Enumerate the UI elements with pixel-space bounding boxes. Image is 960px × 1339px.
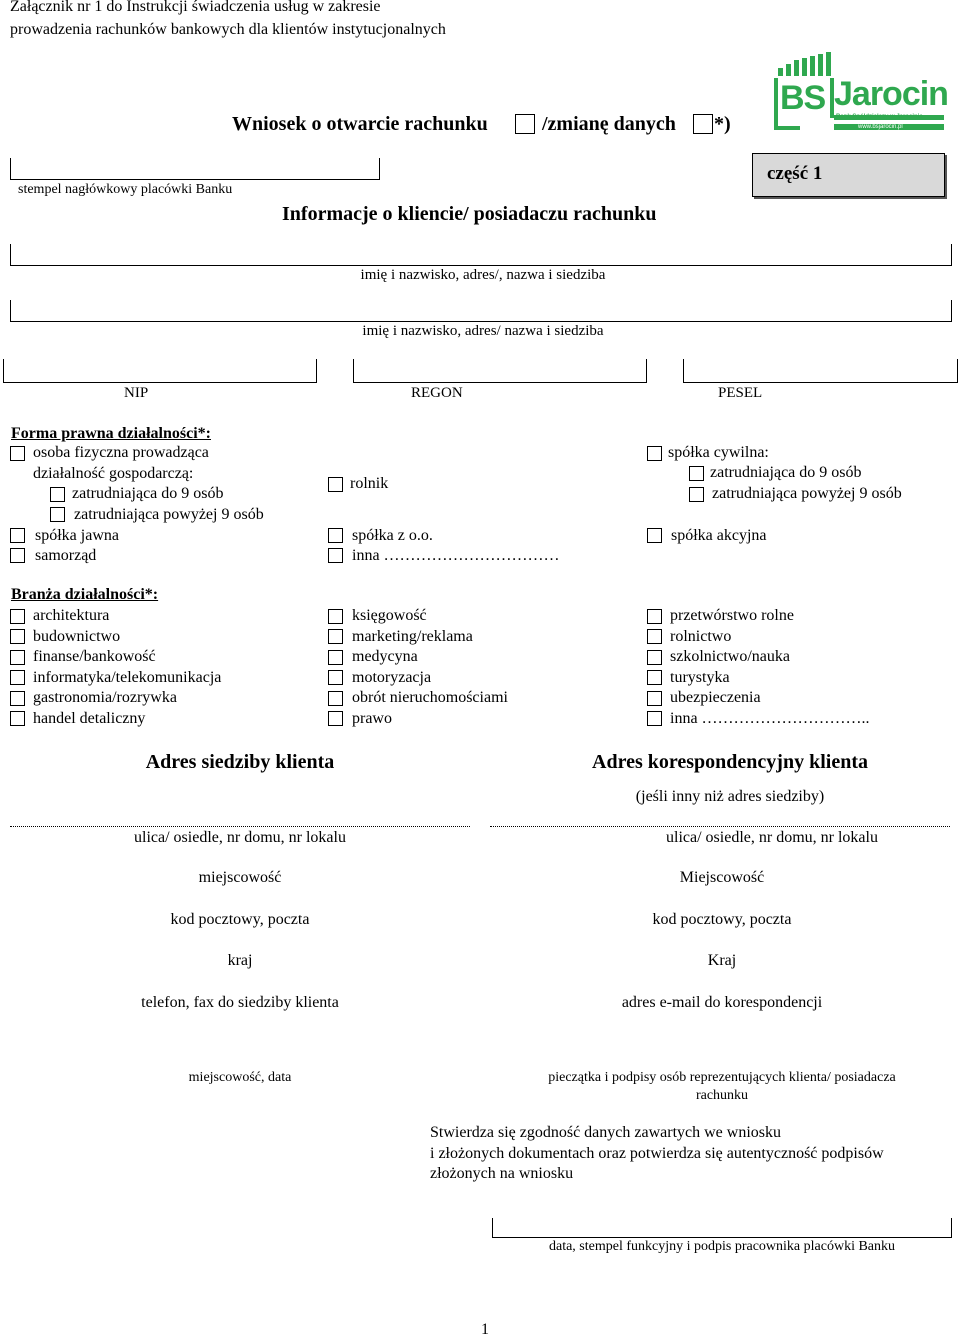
samorzad-label: samorząd	[35, 547, 97, 564]
branza-checkbox[interactable]	[10, 650, 25, 665]
zoo-checkbox[interactable]	[328, 528, 343, 543]
employee-signature-label: data, stempel funkcyjny i podpis pracownika placówki Banku	[548, 1239, 896, 1254]
forma-inna-label: inna ……………………………	[352, 547, 560, 564]
branza-item: motoryzacja	[352, 669, 432, 686]
left-address-title: Adres siedziby klienta	[145, 751, 335, 773]
confirm-line-2: i złożonych dokumentach oraz potwierdza się autentyczność podpisów	[430, 1145, 884, 1162]
branza-item: prawo	[352, 710, 392, 727]
branza-checkbox[interactable]	[10, 609, 25, 624]
right-postal-label: kod pocztowy, poczta	[652, 911, 792, 928]
rolnik-checkbox[interactable]	[328, 477, 343, 492]
samorzad-checkbox[interactable]	[10, 548, 25, 563]
branza-item: marketing/reklama	[352, 628, 473, 645]
branza-checkbox[interactable]	[647, 711, 662, 726]
left-postal-label: kod pocztowy, poczta	[170, 911, 310, 928]
client-signature-label-1: pieczątka i podpisy osób reprezentujących klienta/ posiadacza	[548, 1070, 896, 1085]
right-email-label: adres e-mail do korespondencji	[621, 994, 823, 1011]
osoba-label-2: działalność gospodarczą:	[33, 465, 194, 482]
left-country-label: kraj	[227, 952, 253, 969]
branza-checkbox[interactable]	[328, 691, 343, 706]
right-city-label: Miejscowość	[679, 869, 765, 886]
client-field-2[interactable]	[10, 300, 952, 322]
cywilna-z9-checkbox[interactable]	[689, 466, 704, 481]
part-box	[752, 153, 945, 197]
cywilna-p9-checkbox[interactable]	[689, 487, 704, 502]
branza-item: architektura	[33, 607, 110, 624]
branza-checkbox[interactable]	[647, 691, 662, 706]
right-country-label: Kraj	[707, 952, 737, 969]
right-address-subtitle: (jeśli inny niż adres siedziby)	[635, 788, 825, 805]
branza-item: inna …………………………..	[670, 710, 870, 727]
client-field-1[interactable]	[10, 244, 952, 266]
client-field-2-label: imię i nazwisko, adres/ nazwa i siedziba	[362, 323, 604, 339]
form-title-open: Wniosek o otwarcie rachunku	[232, 113, 488, 135]
branza-checkbox[interactable]	[328, 650, 343, 665]
logo-sub: Bank Spółdzielczy w Jarocinie	[836, 114, 923, 120]
left-city-label: miejscowość	[198, 869, 282, 886]
branza-item: rolnictwo	[670, 628, 732, 645]
zoo-label: spółka z o.o.	[352, 527, 433, 544]
branza-checkbox[interactable]	[328, 629, 343, 644]
cywilna-label: spółka cywilna:	[668, 444, 769, 461]
right-address-title: Adres korespondencyjny klienta	[592, 751, 868, 773]
branza-item: obrót nieruchomościami	[352, 689, 508, 706]
branza-item: handel detaliczny	[33, 710, 146, 727]
cywilna-p9-label: zatrudniająca powyżej 9 osób	[712, 485, 902, 502]
forma-title: Forma prawna działalności*:	[11, 425, 211, 442]
form-title-footnote: *)	[714, 113, 731, 135]
header-line-1: Załącznik nr 1 do Instrukcji świadczenia usług w zakresie	[10, 0, 381, 15]
logo-bs: BS	[780, 79, 826, 117]
osoba-p9-label: zatrudniająca powyżej 9 osób	[74, 506, 264, 523]
branza-item: ubezpieczenia	[670, 689, 761, 706]
osoba-p9-checkbox[interactable]	[50, 507, 65, 522]
cywilna-z9-label: zatrudniająca do 9 osób	[710, 464, 862, 481]
left-street-label: ulica/ osiedle, nr domu, nr lokalu	[134, 829, 346, 846]
page-number: 1	[481, 1321, 489, 1338]
employee-signature-field[interactable]	[492, 1218, 952, 1238]
right-street-label: ulica/ osiedle, nr domu, nr lokalu	[666, 829, 878, 846]
bank-logo	[768, 52, 948, 136]
confirm-line-1: Stwierdza się zgodność danych zawartych we wniosku	[430, 1124, 781, 1141]
branza-item: finanse/bankowość	[33, 648, 156, 665]
osoba-checkbox[interactable]	[10, 446, 25, 461]
branza-checkbox[interactable]	[10, 691, 25, 706]
client-field-1-label: imię i nazwisko, adres/, nazwa i siedziba	[360, 267, 606, 283]
branza-checkbox[interactable]	[328, 609, 343, 624]
branza-item: budownictwo	[33, 628, 121, 645]
header-line-2: prowadzenia rachunków bankowych dla klientów instytucjonalnych	[10, 21, 446, 38]
pesel-label: PESEL	[718, 385, 763, 401]
logo-name: Jarocin	[834, 75, 948, 113]
stamp-label: stempel nagłówkowy placówki Banku	[18, 182, 233, 197]
osoba-label-1: osoba fizyczna prowadząca	[33, 444, 209, 461]
part-label: część 1	[767, 163, 823, 184]
nip-label: NIP	[124, 385, 149, 401]
branza-checkbox[interactable]	[647, 629, 662, 644]
stamp-field[interactable]	[10, 158, 380, 180]
branza-item: turystyka	[670, 669, 730, 686]
regon-field[interactable]	[353, 359, 647, 383]
jawna-checkbox[interactable]	[10, 528, 25, 543]
place-date-label: miejscowość, data	[188, 1070, 292, 1085]
branza-checkbox[interactable]	[328, 711, 343, 726]
branza-item: przetwórstwo rolne	[670, 607, 794, 624]
forma-inna-checkbox[interactable]	[328, 548, 343, 563]
akcyjna-checkbox[interactable]	[647, 528, 662, 543]
branza-checkbox[interactable]	[10, 629, 25, 644]
branza-item: gastronomia/rozrywka	[33, 689, 177, 706]
branza-checkbox[interactable]	[647, 670, 662, 685]
branza-item: informatyka/telekomunikacja	[33, 669, 222, 686]
left-phone-label: telefon, fax do siedziby klienta	[141, 994, 339, 1011]
branza-item: księgowość	[352, 607, 427, 624]
nip-field[interactable]	[3, 359, 317, 383]
section-title: Informacje o kliencie/ posiadaczu rachunku	[282, 203, 657, 225]
confirm-line-3: złożonych na wniosku	[430, 1165, 574, 1182]
branza-checkbox[interactable]	[647, 609, 662, 624]
branza-item: medycyna	[352, 648, 418, 665]
left-street-line[interactable]	[10, 826, 470, 827]
pesel-field[interactable]	[683, 359, 958, 383]
branza-checkbox[interactable]	[647, 650, 662, 665]
akcyjna-label: spółka akcyjna	[671, 527, 767, 544]
regon-label: REGON	[411, 385, 463, 401]
osoba-z9-label: zatrudniająca do 9 osób	[72, 485, 224, 502]
change-data-checkbox[interactable]	[693, 114, 713, 134]
cywilna-checkbox[interactable]	[647, 446, 662, 461]
jawna-label: spółka jawna	[35, 527, 119, 544]
branza-checkbox[interactable]	[328, 670, 343, 685]
open-account-checkbox[interactable]	[515, 114, 535, 134]
branza-item: szkolnictwo/nauka	[670, 648, 790, 665]
right-street-line[interactable]	[490, 826, 950, 827]
osoba-z9-checkbox[interactable]	[50, 487, 65, 502]
client-signature-label-2: rachunku	[695, 1088, 749, 1103]
branza-title: Branża działalności*:	[11, 586, 159, 603]
logo-url: www.bsjarocin.pl	[858, 124, 903, 130]
branza-checkbox[interactable]	[10, 670, 25, 685]
rolnik-label: rolnik	[350, 475, 389, 492]
form-title-change: /zmianę danych	[542, 113, 676, 135]
branza-checkbox[interactable]	[10, 711, 25, 726]
